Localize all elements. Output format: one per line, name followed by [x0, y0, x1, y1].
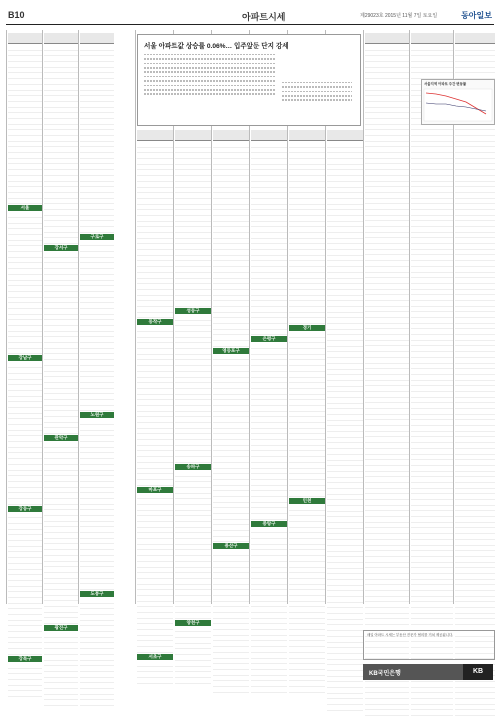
listing-row	[411, 710, 453, 716]
column-header	[251, 130, 287, 141]
region-divider: 강남구	[8, 355, 42, 361]
listing-row	[251, 330, 287, 336]
chart-plot	[422, 87, 494, 123]
column-header	[80, 33, 114, 44]
region-divider: 용산구	[213, 543, 249, 549]
listing-row	[80, 227, 114, 233]
article-line	[282, 91, 352, 93]
region-divider: 강동구	[8, 506, 42, 512]
article-line	[282, 99, 352, 101]
listing-row	[175, 457, 211, 463]
region-divider: 관악구	[44, 435, 78, 441]
column-header	[8, 33, 42, 44]
listing-column	[289, 130, 325, 604]
listing-column	[8, 33, 42, 661]
listing-column	[44, 33, 78, 631]
listing-row	[80, 406, 114, 412]
listing-row	[8, 649, 42, 655]
region-divider: 서초구	[137, 654, 173, 660]
section-title: 아파트시세	[242, 12, 286, 22]
article-line	[144, 71, 276, 73]
listing-row	[213, 341, 249, 347]
column-header	[455, 33, 495, 44]
region-divider: 영등포구	[213, 348, 249, 354]
article-line	[282, 82, 352, 84]
listing-column	[137, 130, 173, 659]
column-header	[175, 130, 211, 141]
listing-row	[251, 514, 287, 520]
region-divider: 은평구	[251, 336, 287, 342]
newspaper-brand: 동아일보	[461, 11, 492, 20]
listing-column	[175, 130, 211, 625]
listing-column	[365, 33, 409, 590]
column-divider	[78, 30, 79, 604]
article-line	[282, 86, 352, 88]
article-body-continued	[282, 79, 352, 104]
notice-box	[363, 630, 495, 660]
column-divider	[363, 30, 364, 604]
column-header	[327, 130, 363, 141]
ad-banner-text: KB국민은행	[369, 671, 401, 677]
region-divider: 서울	[8, 205, 42, 211]
column-divider	[409, 30, 410, 604]
article-body	[144, 51, 276, 98]
listing-row	[213, 537, 249, 543]
chart-title: 서울지역 아파트 주간 변동률	[424, 82, 467, 86]
region-divider: 구로구	[80, 234, 114, 240]
listing-row	[137, 313, 173, 319]
article-line	[144, 54, 276, 56]
column-header	[365, 33, 409, 44]
column-header	[289, 130, 325, 141]
region-divider: 강서구	[44, 245, 78, 251]
column-divider	[6, 30, 7, 604]
column-header	[44, 33, 78, 44]
region-divider: 동작구	[137, 319, 173, 325]
region-divider: 양천구	[175, 620, 211, 626]
listing-row	[44, 238, 78, 244]
listing-row	[289, 491, 325, 497]
listing-row	[365, 710, 409, 716]
article-line	[144, 76, 276, 78]
listing-column	[213, 130, 249, 604]
listing-row	[175, 301, 211, 307]
region-divider: 마포구	[137, 487, 173, 493]
issue-info: 제29023호 2015년 11월 7일 토요일	[360, 13, 438, 19]
article-line	[144, 67, 276, 69]
listing-row	[8, 199, 42, 205]
listing-column	[327, 130, 363, 604]
listing-row	[80, 584, 114, 590]
listing-row	[137, 480, 173, 486]
listing-row	[137, 678, 173, 684]
notice-text: 매일 아파트 시세는 부동산 전문가 협의를 거쳐 제공됩니다.	[367, 633, 454, 637]
listing-row	[213, 687, 249, 693]
listing-row	[80, 700, 114, 706]
listing-column	[251, 130, 287, 604]
region-divider: 노원구	[80, 412, 114, 418]
article-line	[144, 93, 276, 95]
region-divider: 송파구	[175, 464, 211, 470]
region-divider: 광진구	[44, 625, 78, 631]
page-number: B10	[8, 10, 25, 20]
listing-row	[44, 618, 78, 624]
article-line	[144, 85, 276, 87]
page-header	[6, 8, 494, 25]
listing-row	[44, 428, 78, 434]
listing-row	[175, 613, 211, 619]
region-divider: 인천	[289, 498, 325, 504]
column-header	[213, 130, 249, 141]
article-line	[144, 63, 276, 65]
listing-row	[8, 499, 42, 505]
listing-row	[8, 691, 42, 697]
listing-row	[8, 349, 42, 355]
ad-logo-icon: KB	[463, 664, 493, 680]
column-divider	[135, 30, 136, 604]
column-header	[411, 33, 453, 44]
ad-banner	[363, 664, 493, 680]
listing-row	[251, 687, 287, 693]
listing-row	[327, 705, 363, 711]
article-line	[144, 80, 276, 82]
article-line	[144, 89, 276, 91]
article-title: 서울 아파트값 상승률 0.06%… 입주앞둔 단지 강세	[144, 43, 289, 50]
region-divider: 중랑구	[251, 521, 287, 527]
region-divider: 경기	[289, 325, 325, 331]
listing-row	[455, 710, 495, 716]
column-header	[137, 130, 173, 141]
region-divider: 도봉구	[80, 591, 114, 597]
weekly-change-chart	[421, 79, 495, 125]
article-line	[282, 95, 352, 97]
region-divider: 강북구	[8, 656, 42, 662]
listing-row	[289, 687, 325, 693]
listing-row	[289, 318, 325, 324]
listing-row	[175, 678, 211, 684]
article-line	[144, 58, 276, 60]
listing-row	[44, 700, 78, 706]
lead-article	[137, 34, 467, 126]
region-divider: 성동구	[175, 308, 211, 314]
listing-column	[80, 33, 114, 604]
listing-row	[137, 647, 173, 653]
column-divider	[42, 30, 43, 604]
